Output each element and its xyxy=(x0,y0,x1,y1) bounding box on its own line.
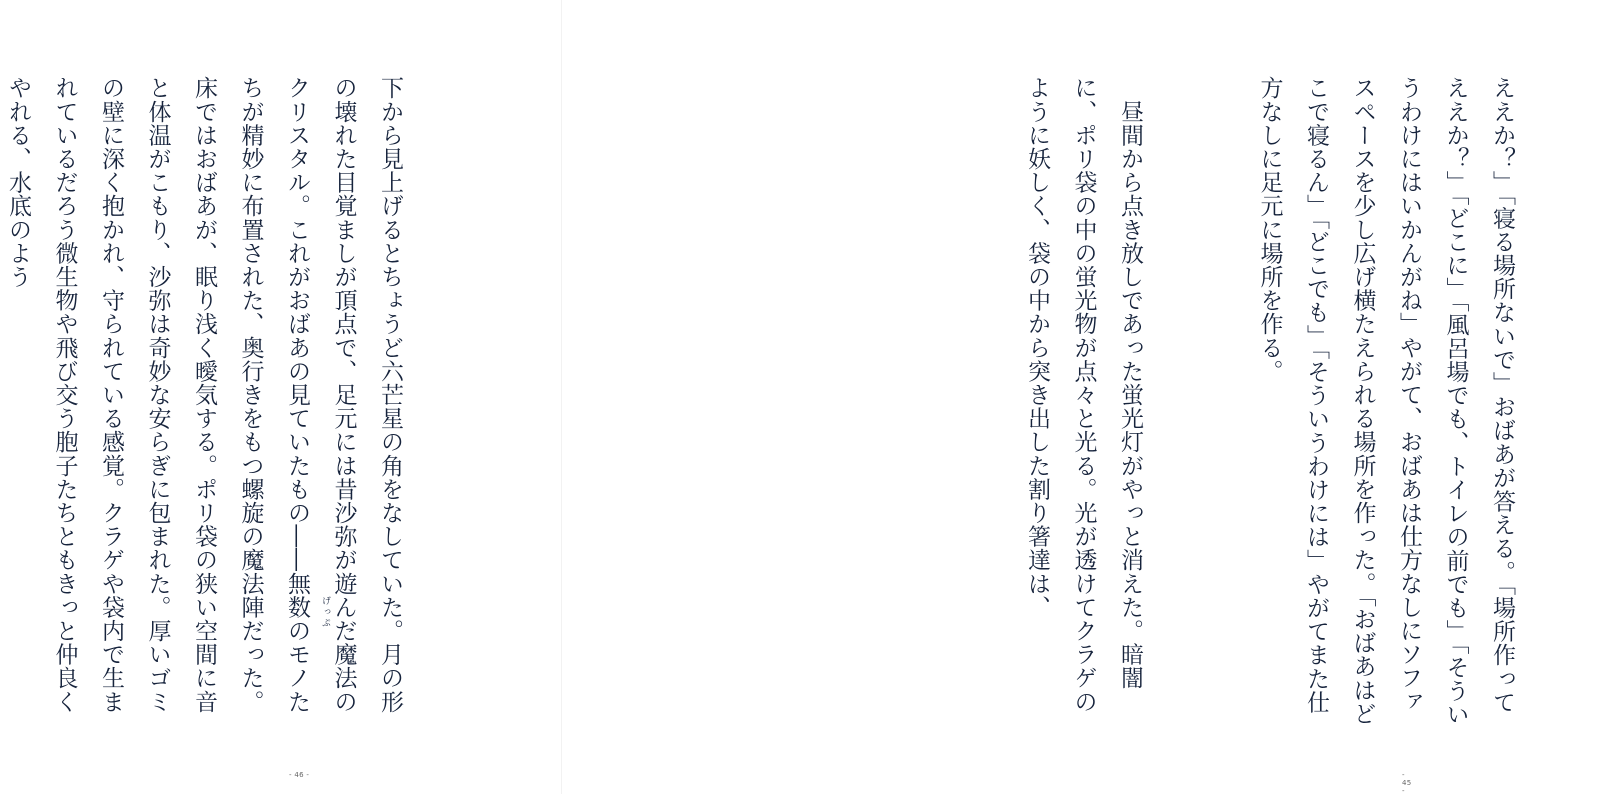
left-page xyxy=(0,0,561,794)
right-page-body-text xyxy=(1024,76,1618,726)
right-page-number: - 45 - xyxy=(1402,771,1412,795)
left-page-paragraph-1: 下から見上げるとちょうど六芒星の角をなしていた。月の形の壊れた目覚ましが頂点で、足元には昔沙弥が遊んだ魔法のクリスタル。これがおばあの見ていたもの――無数のモノたちが精妙に布置された、奥行きをもつ螺旋の魔法陣だった。床ではおばあが、眠り浅く曖気する。ポリ袋の狭い空間に音と体温がこもり、沙弥は奇妙な安らぎに包まれた。厚いゴミの壁に深く抱かれ、守られている感覚。クラゲや袋内で生まれているだろう微生物や飛び交う胞子たちともきっと仲良くやれる、水底のよう xyxy=(5,76,403,714)
left-page-number: - 46 - xyxy=(289,771,310,779)
right-page-paragraph-1: ええか？」「寝る場所ないで」おばあが答える。「場所作ってええか？」「どこに」「風呂場でも、トイレの前でも」「そういうわけにはいかんがね」やがて、おばあは仕方なしにソファスペースを少し広げ横たえられる場所を作った。「おばあはどこで寝るん」「どこでも」「そういうわけには」やがてまた仕方なしに足元に場所を作る。 xyxy=(1256,76,1515,726)
left-page-body-text xyxy=(5,76,506,726)
right-page xyxy=(562,0,1515,795)
right-page-paragraph-2: 昼間から点き放しであった蛍光灯がやっと消えた。暗闇に、ポリ袋の中の蛍光物が点々と光る。光が透けてクラゲのように妖しく、袋の中から突き出した割り箸達は、 xyxy=(1024,76,1143,714)
ruby-annotation-geppu: げっぷ xyxy=(320,596,330,629)
